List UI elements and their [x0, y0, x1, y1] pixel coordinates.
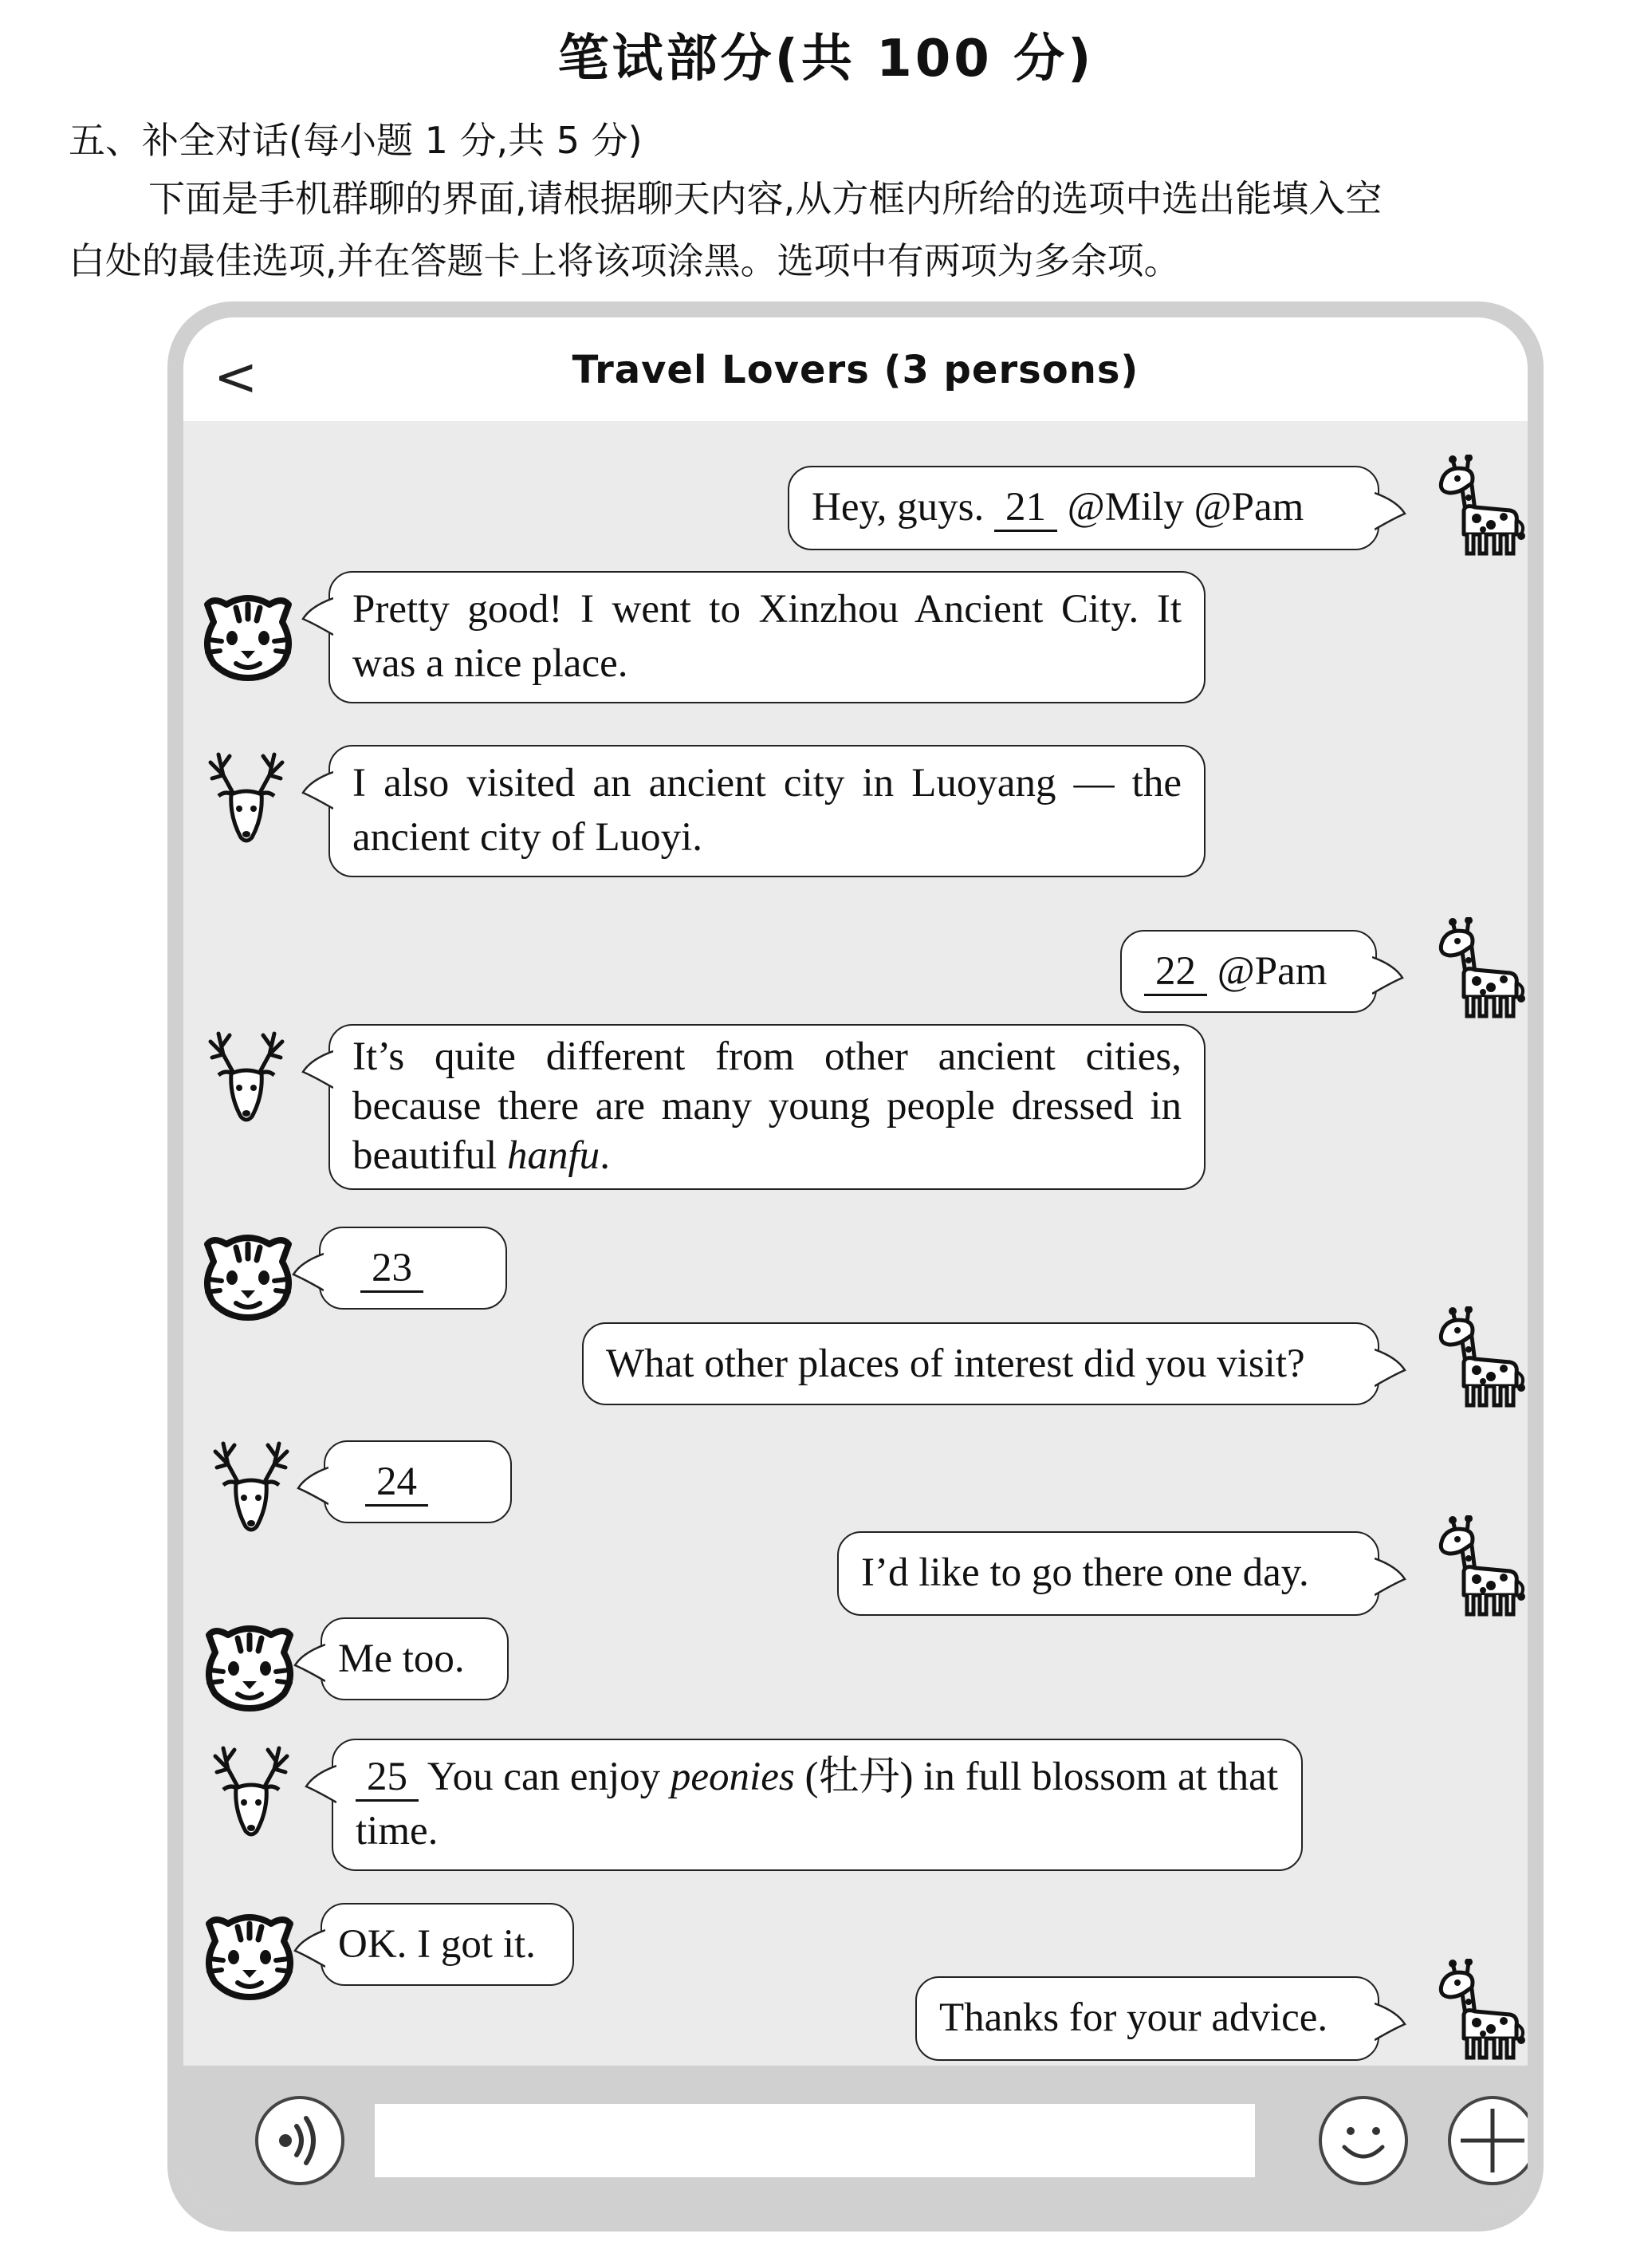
bubble-tail: [301, 770, 333, 810]
bubble-tail: [292, 1252, 324, 1292]
bubble-tail: [1375, 1348, 1406, 1388]
tiger-avatar-icon: [196, 1220, 300, 1324]
message-text: You can enjoy: [419, 1755, 671, 1799]
message-text: I also visited an ancient city in Luoyang — the ancient city of Luoyi.: [352, 761, 1182, 860]
message-text: It’s quite different from other ancient cities, because there are many young people dressed in beautiful: [352, 1034, 1182, 1178]
message-text: @Pam: [1207, 949, 1328, 994]
message-bubble: [1120, 930, 1377, 1013]
giraffe-avatar-icon: [1427, 455, 1528, 558]
voice-icon[interactable]: [254, 2094, 346, 2187]
message-text: OK. I got it.: [338, 1922, 536, 1967]
tiger-avatar-icon: [198, 1611, 301, 1715]
input-bar: [183, 2066, 1528, 2216]
chat-header: [183, 317, 1528, 421]
bubble-tail: [297, 1466, 328, 1506]
section-heading: 五、补全对话(每小题 1 分,共 5 分): [69, 119, 643, 162]
message-text: @Mily @Pam: [1057, 485, 1304, 530]
bubble-tail: [1375, 2002, 1406, 2042]
instruction-line-2: 白处的最佳选项,并在答题卡上将该项涂黑。选项中有两项为多余项。: [69, 239, 1181, 282]
answer-blank: 23: [360, 1246, 423, 1293]
instructions: [69, 167, 1652, 292]
bubble-tail: [1375, 1557, 1406, 1597]
chevron-left-icon[interactable]: <: [214, 346, 258, 408]
message-bubble: [321, 1903, 574, 1986]
answer-blank: 21: [994, 485, 1057, 532]
tiger-avatar-icon: [196, 581, 300, 684]
italic-term: hanfu: [507, 1133, 600, 1178]
giraffe-avatar-icon: [1427, 917, 1528, 1021]
bubble-tail: [301, 1050, 333, 1089]
phone-frame: [167, 301, 1544, 2232]
giraffe-avatar-icon: [1427, 1959, 1528, 2062]
message-input[interactable]: [375, 2104, 1255, 2177]
deer-avatar-icon: [195, 1022, 298, 1126]
message-bubble: [582, 1322, 1379, 1405]
bubble-tail: [305, 1764, 336, 1804]
bubble-tail: [293, 1643, 325, 1683]
message-bubble: [321, 1617, 509, 1700]
page-title: 笔试部分(共 100 分): [557, 30, 1095, 89]
chat-screen: [183, 317, 1528, 2216]
message-bubble: [332, 1739, 1303, 1871]
smiley-icon[interactable]: [1317, 2094, 1410, 2187]
message-text: Me too.: [338, 1637, 465, 1681]
message-bubble: [328, 571, 1206, 703]
message-bubble: [788, 466, 1379, 550]
answer-blank: 24: [365, 1459, 428, 1507]
answer-blank: 25: [356, 1755, 419, 1802]
bubble-tail: [301, 597, 333, 636]
giraffe-avatar-icon: [1427, 1306, 1528, 1410]
message-text: Hey, guys.: [812, 485, 995, 530]
answer-blank: 22: [1144, 949, 1207, 996]
message-text: Thanks for your advice.: [939, 1995, 1328, 2040]
chat-title: Travel Lovers (3 persons): [572, 348, 1139, 392]
deer-avatar-icon: [199, 1737, 303, 1841]
deer-avatar-icon: [195, 743, 298, 847]
bubble-tail: [293, 1928, 325, 1968]
deer-avatar-icon: [199, 1432, 303, 1536]
message-bubble: [328, 1024, 1206, 1190]
message-text: (牡丹) in full blossom at that time.: [356, 1755, 1278, 1853]
message-text: Pretty good! I went to Xinzhou Ancient City. It was a nice place.: [352, 587, 1182, 686]
message-bubble: [837, 1531, 1379, 1616]
tiger-avatar-icon: [198, 1900, 301, 2003]
message-bubble: [319, 1227, 507, 1310]
message-text: .: [600, 1133, 610, 1178]
message-bubble: [324, 1440, 512, 1523]
plus-icon[interactable]: [1446, 2094, 1528, 2187]
italic-term: peonies: [670, 1755, 795, 1799]
instruction-line-1: 下面是手机群聊的界面,请根据聊天内容,从方框内所给的选项中选出能填入空: [148, 177, 1383, 220]
giraffe-avatar-icon: [1427, 1515, 1528, 1619]
message-bubble: [328, 745, 1206, 877]
message-text: I’d like to go there one day.: [861, 1550, 1309, 1595]
message-text: What other places of interest did you visit?: [606, 1341, 1305, 1386]
bubble-tail: [1375, 491, 1406, 531]
bubble-tail: [1372, 955, 1404, 995]
message-bubble: [915, 1976, 1379, 2061]
